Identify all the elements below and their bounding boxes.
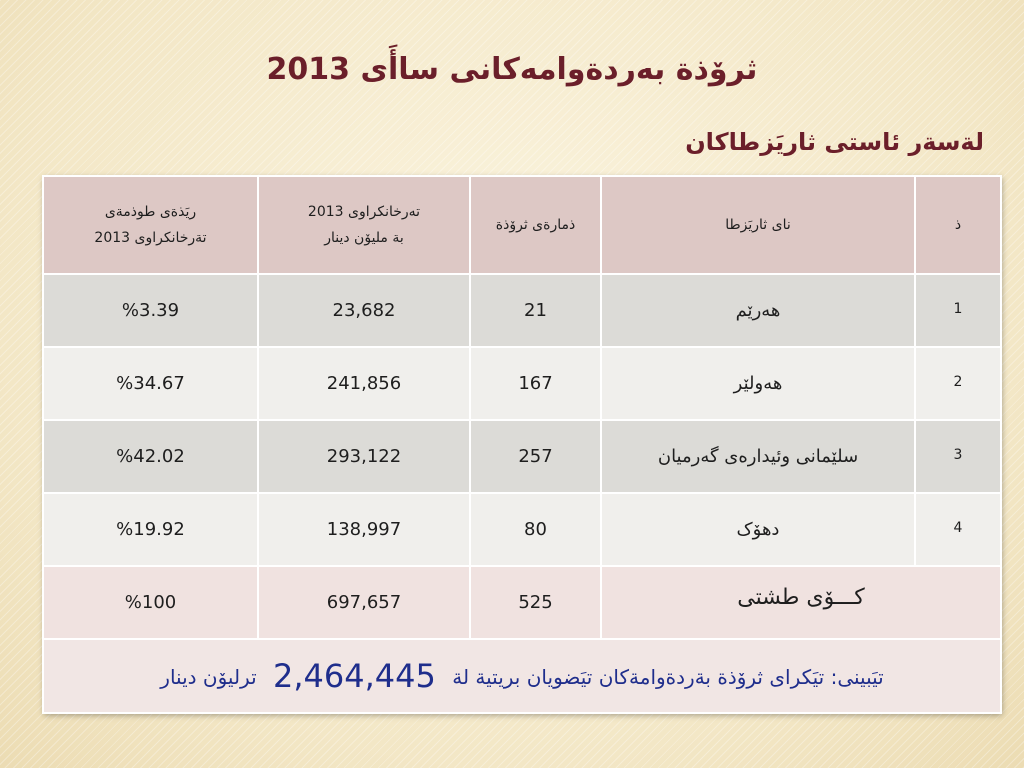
total-projects: 525 <box>470 566 601 639</box>
table-header-row <box>43 176 1001 274</box>
projects-table-container <box>42 175 1000 712</box>
row-projects: 80 <box>470 493 601 566</box>
row-ratio: %3.39 <box>43 274 258 347</box>
row-region: سلێمانى وئيدارەى گەرميان <box>601 420 915 493</box>
header-cost <box>258 176 470 274</box>
table-row <box>43 274 1001 347</box>
row-cost: 241,856 <box>258 347 470 420</box>
header-ratio-line2: تةرخانكراوى 2013 <box>94 230 207 246</box>
header-projects: ذمارةى ثرۆذة <box>470 176 601 274</box>
page-title: ثرۆذة بەردةوامەكانى ساأَى 2013 <box>266 52 758 87</box>
header-cost-line2: بة مليۆن دينار <box>324 230 404 246</box>
table-row <box>43 347 1001 420</box>
total-row <box>43 566 1001 639</box>
note-line <box>160 657 884 695</box>
row-region: هەرێم <box>601 274 915 347</box>
total-label: كـــۆى طشتى <box>601 566 1001 639</box>
row-cost: 23,682 <box>258 274 470 347</box>
note-prefix: تيَبينى: تيَكراى ثرۆذة بةردةوامةكان تيَضويان بريتية لة <box>452 665 884 689</box>
note-cell <box>43 639 1001 713</box>
row-index: 3 <box>915 420 1001 493</box>
header-ratio-line1: ريَذةى طوذمةى <box>104 204 197 220</box>
row-projects: 21 <box>470 274 601 347</box>
row-cost: 293,122 <box>258 420 470 493</box>
note-amount: 2,464,445 <box>273 657 436 695</box>
note-row <box>43 639 1001 713</box>
row-projects: 167 <box>470 347 601 420</box>
projects-table <box>42 175 1002 714</box>
table-row <box>43 420 1001 493</box>
header-ratio <box>43 176 258 274</box>
row-index: 2 <box>915 347 1001 420</box>
row-region: دهۆک <box>601 493 915 566</box>
header-cost-line1: تەرخانكراوى 2013 <box>307 204 421 220</box>
row-cost: 138,997 <box>258 493 470 566</box>
row-index: 1 <box>915 274 1001 347</box>
table-row <box>43 493 1001 566</box>
row-index: 4 <box>915 493 1001 566</box>
total-cost: 697,657 <box>258 566 470 639</box>
row-ratio: %34.67 <box>43 347 258 420</box>
row-projects: 257 <box>470 420 601 493</box>
page-subtitle: لةسةر ئاستى ثاريَزطاكان <box>685 128 984 156</box>
note-suffix: ترليۆن دينار <box>160 665 257 689</box>
header-region: ناى ثاريَزطا <box>601 176 915 274</box>
row-ratio: %42.02 <box>43 420 258 493</box>
row-ratio: %19.92 <box>43 493 258 566</box>
header-index: ذ <box>915 176 1001 274</box>
row-region: هەولێر <box>601 347 915 420</box>
total-ratio: %100 <box>43 566 258 639</box>
